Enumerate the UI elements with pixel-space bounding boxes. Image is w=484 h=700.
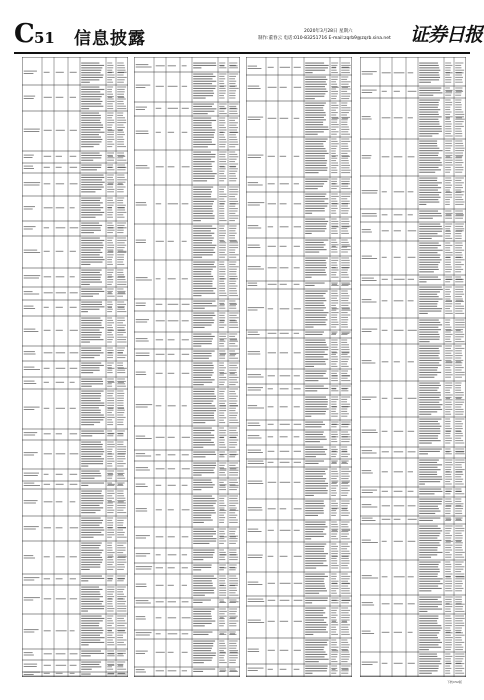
page-number: 51 (34, 29, 55, 47)
continued-note: 下转C52版 (447, 680, 462, 684)
page-letter: C (14, 19, 35, 49)
table-column-2 (134, 57, 240, 677)
section-title: 信息披露 (74, 29, 146, 49)
editor-contact: 制作:董春云 电话:010-83251716 E-mail:zqrb9@zqrb.sina.net (258, 36, 391, 41)
table-grid (134, 57, 240, 677)
masthead (14, 19, 483, 50)
table-column-4 (360, 57, 466, 677)
disclosure-content (22, 57, 466, 677)
issue-date: 2020年3月28日 星期六 (304, 29, 353, 34)
masthead-rule (14, 52, 470, 54)
table-column-1 (22, 57, 128, 677)
table-column-3 (246, 57, 352, 677)
table-grid (246, 57, 352, 677)
table-grid (360, 57, 466, 677)
table-grid (22, 57, 128, 677)
newspaper-logo: 证券日报 (410, 24, 483, 46)
